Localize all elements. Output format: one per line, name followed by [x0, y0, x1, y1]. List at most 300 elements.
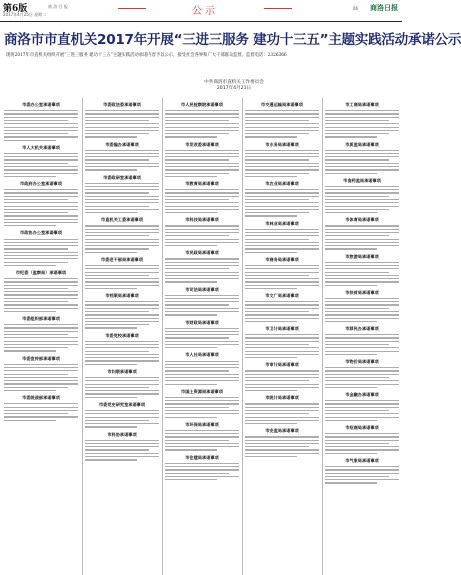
article-title: 市委编办承诺事项	[105, 141, 139, 147]
text-line	[325, 285, 377, 286]
text-line	[165, 436, 239, 437]
text-line	[165, 199, 229, 200]
text-line	[245, 199, 309, 200]
text-line	[165, 136, 217, 137]
text-line	[4, 248, 68, 249]
text-line	[245, 374, 319, 375]
article	[165, 455, 239, 481]
article	[245, 326, 319, 358]
article	[165, 352, 239, 384]
text-line	[325, 225, 399, 226]
article	[245, 181, 319, 217]
text-line	[85, 304, 159, 305]
text-line	[4, 285, 78, 286]
text-line	[4, 350, 56, 351]
text-line	[245, 265, 319, 266]
text-line	[85, 446, 159, 447]
text-line	[325, 341, 399, 342]
text-line	[325, 351, 399, 352]
text-line	[325, 380, 399, 381]
page-number-label: 第6版	[3, 4, 28, 14]
text-line	[245, 235, 319, 236]
text-line	[85, 288, 137, 289]
text-line	[85, 318, 159, 319]
article-title: 市工商局承诺事项	[345, 102, 379, 107]
text-line	[85, 110, 159, 111]
text-line	[4, 169, 78, 170]
text-line	[165, 123, 239, 124]
text-line	[325, 436, 399, 437]
text-line	[325, 440, 399, 441]
text-line	[325, 469, 399, 470]
text-line	[85, 163, 159, 164]
text-line	[85, 344, 159, 345]
text-line	[85, 239, 159, 240]
text-line	[245, 344, 309, 345]
article-title: 市环保局承诺事项	[185, 421, 219, 427]
text-line	[245, 136, 297, 137]
text-line	[4, 403, 78, 404]
text-line	[85, 245, 159, 246]
text-line	[325, 268, 399, 269]
text-line	[325, 413, 399, 414]
text-line	[4, 189, 78, 190]
text-line	[4, 163, 68, 164]
article	[85, 333, 159, 365]
text-line	[325, 403, 399, 404]
text-line	[4, 367, 78, 368]
text-line	[325, 153, 399, 154]
article	[165, 250, 239, 282]
text-line	[165, 479, 217, 480]
text-line	[245, 215, 297, 216]
text-line	[165, 275, 239, 276]
article	[245, 257, 319, 289]
text-line	[4, 278, 78, 279]
text-line	[245, 278, 319, 279]
text-line	[165, 304, 229, 305]
text-line	[325, 133, 389, 134]
text-line	[165, 417, 217, 418]
text-line	[85, 209, 159, 210]
text-line	[165, 410, 239, 411]
article-title: 市政府办公室承诺事项	[20, 181, 62, 187]
text-line	[245, 387, 319, 388]
text-line	[4, 222, 78, 223]
article	[165, 389, 239, 418]
text-line	[4, 331, 78, 332]
signature-date: 2017年4月21日	[216, 86, 252, 91]
text-line	[165, 295, 239, 296]
text-line	[245, 440, 319, 441]
article-title: 市委政法委承诺事项	[103, 102, 141, 107]
text-line	[85, 169, 137, 170]
text-line	[4, 262, 68, 263]
text-line	[4, 110, 78, 111]
text-line	[85, 202, 159, 203]
text-line	[4, 294, 78, 295]
header-rule	[0, 21, 402, 22]
text-line	[85, 440, 159, 441]
text-line	[4, 140, 56, 141]
article-title: 市商务局承诺事项	[265, 256, 299, 262]
text-line	[245, 446, 309, 447]
text-line	[325, 387, 377, 388]
text-line	[165, 397, 239, 398]
text-line	[165, 367, 239, 368]
text-line	[165, 473, 229, 474]
article-title: 市食药监局承诺事项	[343, 177, 381, 183]
article-title: 市发改委承诺事项	[185, 141, 219, 147]
text-line	[245, 453, 319, 454]
text-line	[85, 443, 159, 444]
text-line	[245, 321, 297, 322]
column-4	[242, 98, 321, 575]
article	[325, 254, 399, 286]
text-line	[85, 281, 159, 282]
text-line	[85, 130, 159, 131]
text-line	[245, 130, 319, 131]
text-line	[165, 117, 239, 118]
text-line	[4, 410, 78, 411]
text-line	[4, 390, 56, 391]
article	[85, 175, 159, 214]
text-line	[165, 127, 239, 128]
text-line	[4, 156, 78, 157]
text-line	[165, 433, 239, 434]
text-line	[165, 272, 239, 273]
text-line	[85, 384, 159, 385]
article-title: 市卫计局承诺事项	[265, 326, 299, 332]
text-line	[165, 403, 239, 404]
text-line	[325, 130, 399, 131]
text-line	[325, 384, 399, 385]
text-line	[245, 410, 319, 411]
text-line	[165, 113, 239, 114]
text-line	[245, 380, 309, 381]
article	[245, 362, 319, 391]
article	[325, 290, 399, 322]
article-title: 市交通运输局承诺事项	[261, 102, 303, 107]
text-line	[245, 252, 297, 253]
text-line	[325, 337, 399, 338]
text-line	[325, 186, 399, 187]
text-line	[85, 453, 159, 454]
text-line	[85, 347, 159, 348]
text-line	[245, 239, 309, 240]
text-line	[4, 374, 68, 375]
text-line	[85, 242, 159, 243]
text-line	[4, 242, 78, 243]
text-line	[85, 301, 159, 302]
text-line	[325, 334, 399, 335]
text-line	[165, 440, 229, 441]
text-line	[85, 380, 159, 381]
text-line	[4, 159, 78, 160]
text-line	[245, 314, 319, 315]
text-line	[245, 403, 319, 404]
text-line	[245, 189, 319, 190]
text-line	[85, 357, 159, 358]
text-line	[85, 265, 159, 266]
article	[325, 392, 399, 421]
lead-paragraph: 现将2017年市直机关组织开展“三进三服务 建功十三五”主题实践活动承诺内容予以公示，接受社会各界和广大干部群众监督。监督电话：2326366	[6, 53, 287, 58]
page-no: 06	[352, 6, 358, 11]
text-line	[85, 354, 159, 355]
text-line	[85, 456, 159, 457]
text-line	[85, 113, 159, 114]
text-line	[245, 229, 319, 230]
text-line	[165, 262, 239, 263]
article-title: 市直机关工委承诺事项	[101, 217, 143, 223]
article-title: 市委办公室承诺事项	[22, 102, 60, 107]
text-line	[245, 166, 319, 167]
article	[245, 395, 319, 424]
text-line	[165, 370, 229, 371]
text-line	[85, 393, 159, 394]
article	[325, 178, 399, 214]
text-line	[325, 354, 377, 355]
text-line	[165, 202, 239, 203]
signature-org: 中共商洛市直机关工作委员会	[204, 80, 264, 85]
text-line	[325, 136, 377, 137]
text-line	[4, 120, 68, 121]
text-line	[85, 192, 149, 193]
text-line	[245, 423, 297, 424]
text-line	[165, 281, 217, 282]
text-line	[4, 176, 56, 177]
article	[4, 230, 78, 266]
text-line	[245, 176, 297, 177]
text-line	[4, 416, 78, 417]
text-line	[325, 417, 399, 418]
text-line	[325, 248, 377, 249]
text-line	[85, 183, 159, 184]
text-line	[85, 314, 159, 315]
article-title: 市质监局承诺事项	[345, 141, 379, 147]
text-line	[165, 476, 239, 477]
text-line	[85, 156, 159, 157]
article-title: 市住建局承诺事项	[185, 454, 219, 460]
article-title: 市旅游局承诺事项	[345, 253, 379, 259]
text-line	[325, 150, 399, 151]
article	[85, 432, 159, 461]
article-title: 市委组织部承诺事项	[22, 316, 60, 322]
text-line	[85, 133, 149, 134]
article-title: 市物价局承诺事项	[345, 359, 379, 365]
text-line	[4, 199, 68, 200]
article	[325, 217, 399, 249]
text-line	[85, 189, 159, 190]
text-line	[4, 298, 78, 299]
text-line	[325, 420, 377, 421]
article	[245, 428, 319, 457]
text-line	[165, 212, 217, 213]
column-3	[162, 98, 241, 575]
text-line	[4, 258, 78, 259]
text-line	[325, 212, 377, 213]
text-line	[165, 311, 239, 312]
text-line	[325, 344, 389, 345]
text-line	[325, 275, 399, 276]
text-line	[245, 127, 319, 128]
text-line	[245, 449, 319, 450]
text-line	[85, 397, 137, 398]
text-line	[245, 153, 319, 154]
text-line	[325, 209, 389, 210]
text-line	[325, 229, 399, 230]
text-line	[165, 209, 239, 210]
text-line	[325, 400, 399, 401]
text-line	[325, 278, 399, 279]
text-line	[325, 189, 399, 190]
signature-block	[196, 80, 272, 92]
text-line	[4, 225, 56, 226]
text-line	[4, 196, 78, 197]
text-line	[325, 262, 399, 263]
text-line	[325, 479, 399, 480]
text-line	[4, 252, 78, 253]
text-line	[325, 370, 399, 371]
text-line	[165, 245, 217, 246]
text-line	[165, 159, 229, 160]
text-line	[4, 255, 78, 256]
article-title: 市政协办公室承诺事项	[20, 230, 62, 236]
text-line	[245, 318, 319, 319]
article	[245, 293, 319, 322]
text-line	[4, 281, 78, 282]
headline: 商洛市市直机关2017年开展“三进三服务 建功十三五”主题实践活动承诺公示	[4, 32, 461, 48]
article	[4, 102, 78, 141]
text-line	[4, 215, 78, 216]
text-line	[165, 173, 229, 174]
text-line	[165, 334, 239, 335]
article-title: 市科技局承诺事项	[185, 217, 219, 223]
text-line	[325, 308, 389, 309]
text-line	[85, 232, 159, 233]
text-line	[325, 304, 399, 305]
text-line	[245, 123, 319, 124]
section-label: 公示	[150, 2, 260, 17]
text-line	[245, 272, 319, 273]
text-line	[4, 383, 78, 384]
text-line	[245, 311, 309, 312]
text-line	[245, 113, 319, 114]
article-title: 市统计局承诺事项	[265, 395, 299, 401]
article	[4, 181, 78, 226]
text-line	[4, 245, 78, 246]
text-line	[245, 417, 319, 418]
text-line	[85, 275, 149, 276]
text-line	[165, 380, 239, 381]
text-line	[325, 314, 399, 315]
text-line	[85, 159, 149, 160]
text-line	[325, 196, 389, 197]
text-line	[85, 127, 159, 128]
text-line	[4, 413, 68, 414]
text-line	[245, 337, 319, 338]
text-line	[165, 232, 239, 233]
text-line	[245, 159, 309, 160]
text-line	[325, 367, 399, 368]
text-line	[325, 347, 399, 348]
text-line	[325, 235, 389, 236]
text-line	[4, 265, 56, 266]
text-line	[4, 133, 68, 134]
text-line	[85, 123, 159, 124]
text-line	[85, 199, 159, 200]
text-line	[165, 308, 239, 309]
article-title: 市纪委（监察局）承诺事项	[15, 269, 67, 275]
text-line	[4, 341, 78, 342]
text-line	[325, 120, 389, 121]
text-line	[4, 347, 68, 348]
text-line	[4, 288, 68, 289]
text-line	[245, 456, 297, 457]
text-line	[245, 275, 309, 276]
text-line	[85, 166, 159, 167]
text-line	[165, 469, 239, 470]
text-line	[245, 407, 319, 408]
text-line	[85, 410, 159, 411]
article	[325, 326, 399, 355]
text-line	[165, 466, 239, 467]
article	[325, 425, 399, 454]
text-line	[85, 120, 149, 121]
article-title: 市移民办承诺事项	[345, 326, 379, 332]
text-line	[85, 327, 137, 328]
text-line	[325, 127, 399, 128]
article-title: 市教育局承诺事项	[185, 181, 219, 187]
text-line	[85, 136, 137, 137]
article-title: 市民政局承诺事项	[185, 250, 219, 256]
text-line	[85, 377, 159, 378]
article	[325, 102, 399, 138]
newspaper-logo: 商洛日报	[370, 3, 398, 12]
text-line	[245, 334, 319, 335]
text-line	[85, 229, 159, 230]
text-line	[4, 166, 78, 167]
text-line	[4, 387, 68, 388]
article-title: 市司法局承诺事项	[185, 286, 219, 292]
text-line	[325, 410, 389, 411]
text-line	[165, 229, 239, 230]
text-line	[165, 268, 229, 269]
text-line	[4, 377, 78, 378]
article	[85, 293, 159, 329]
text-line	[165, 347, 217, 348]
text-line	[85, 186, 159, 187]
article-title: 市妇联承诺事项	[107, 368, 137, 374]
text-line	[245, 377, 319, 378]
text-line	[85, 426, 137, 427]
article-title: 市人民检察院承诺事项	[181, 102, 223, 107]
article	[165, 422, 239, 451]
text-line	[4, 117, 78, 118]
article-title: 市档案局承诺事项	[105, 293, 139, 299]
text-line	[4, 380, 78, 381]
text-line	[4, 153, 78, 154]
article-title: 市人社局承诺事项	[185, 352, 219, 358]
article-title: 市委党史研究室承诺事项	[98, 401, 146, 407]
article	[4, 356, 78, 392]
article	[85, 402, 159, 428]
text-line	[245, 196, 319, 197]
text-line	[165, 176, 217, 177]
article	[85, 257, 159, 289]
text-line	[325, 301, 399, 302]
text-line	[245, 150, 319, 151]
